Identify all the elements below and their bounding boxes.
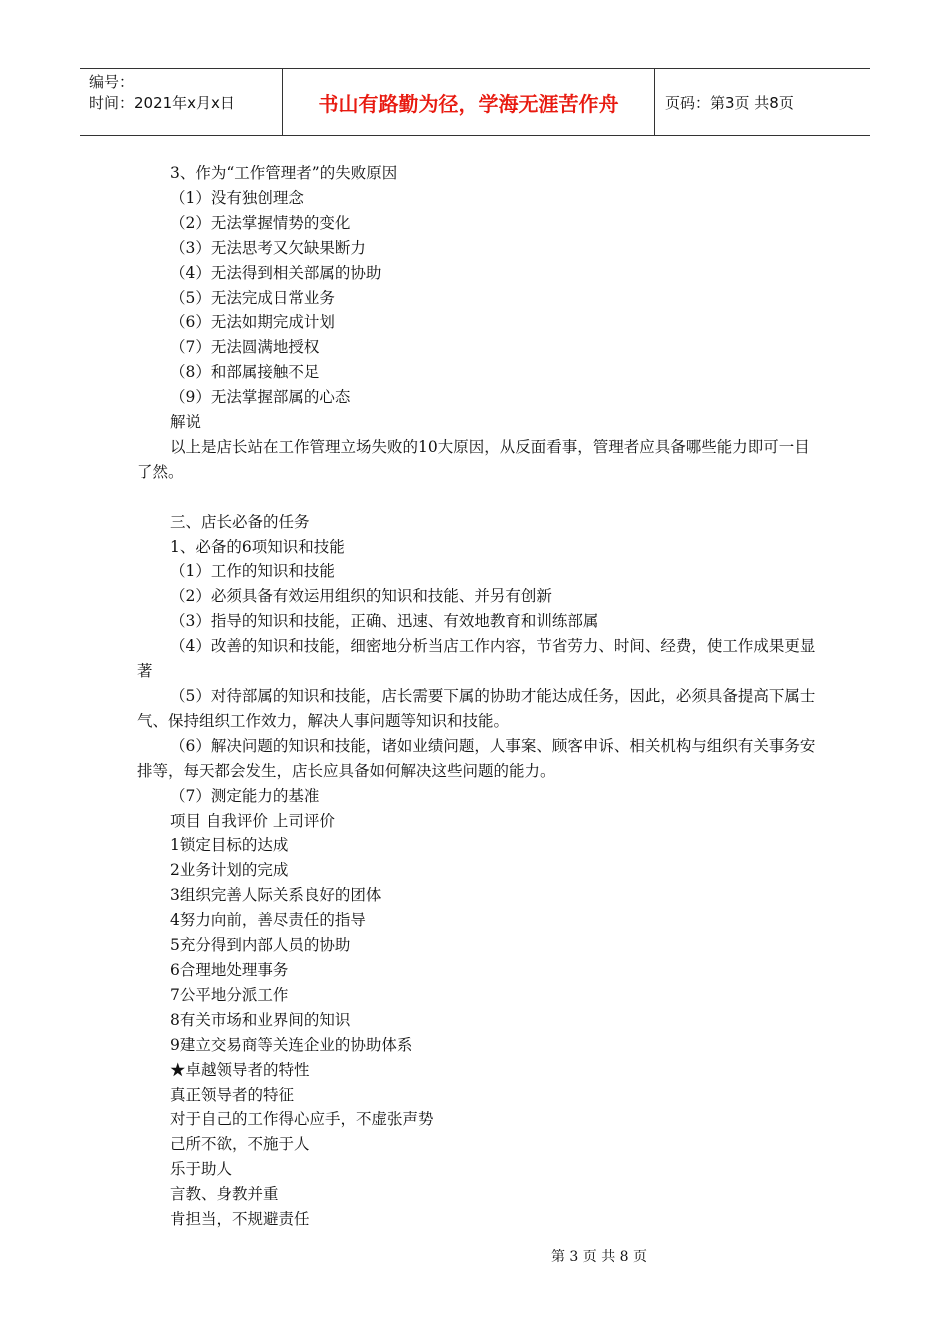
paragraph-line: （7）无法圆满地授权 [170,338,320,357]
paragraph-line: （1）工作的知识和技能 [170,562,335,581]
paragraph-line: 解说 [170,413,202,432]
paragraph-line: 9建立交易商等关连企业的协助体系 [170,1035,413,1054]
paragraph-line: （1）没有独创理念 [170,188,304,207]
paragraph-line: （2）无法掌握情势的变化 [170,213,351,232]
paragraph-line: 己所不欲，不施于人 [170,1135,310,1154]
header-page-label: 页码：第3页 共8页 [665,93,794,112]
page-footer [0,1246,950,1266]
paragraph-line: 2业务计划的完成 [170,861,289,880]
paragraph-line: 1、必备的6项知识和技能 [170,537,345,556]
paragraph-line: 7公平地分派工作 [170,985,289,1004]
paragraph-line: 乐于助人 [170,1160,233,1179]
document-body [137,161,817,1232]
paragraph-line: （7）测定能力的基准 [170,786,320,805]
paragraph-line: 3组织完善人际关系良好的团体 [170,886,382,905]
paragraph-line: ★卓越领导者的特性 [170,1060,310,1079]
paragraph-line: 8有关市场和业界间的知识 [170,1010,351,1029]
blank-line [137,485,817,510]
paragraph-line: 4努力向前，善尽责任的指导 [170,911,366,930]
paragraph-line: 言教、身教并重 [170,1185,279,1204]
paragraph-line: 5充分得到内部人员的协助 [170,936,351,955]
paragraph-line: 3、作为“工作管理者”的失败原因 [170,164,398,182]
paragraph-line: （9）无法掌握部属的心态 [170,388,351,407]
paragraph-line: （3）无法思考又欠缺果断力 [170,238,366,257]
paragraph-line: （2）必须具备有效运用组织的知识和技能、并另有创新 [170,587,552,606]
paragraph-line: （6）无法如期完成计划 [170,313,335,332]
paragraph-line: 项目 自我评价 上司评价 [170,811,335,830]
header-meta [80,69,283,135]
paragraph-line: 对于自己的工作得心应手，不虚张声势 [170,1110,434,1129]
paragraph-line: （3）指导的知识和技能，正确、迅速、有效地教育和训练部属 [170,612,599,631]
page-header [80,68,870,136]
paragraph-line: 1锁定目标的达成 [170,836,289,855]
paragraph-line: （4）改善的知识和技能，细密地分析当店工作内容，节省劳力、时间、经费，使工作成果更显著 [137,637,816,681]
footer-page-number: 第 3 页 共 8 页 [550,1249,648,1265]
paragraph-line: （5）对待部属的知识和技能，店长需要下属的协助才能达成任务，因此，必须具备提高下属士气、保持组织工作效力，解决人事问题等知识和技能。 [137,687,816,730]
paragraph-line: （4）无法得到相关部属的协助 [170,263,382,282]
paragraph-line: （6）解决问题的知识和技能，诸如业绩问题，人事案、顾客申诉、相关机构与组织有关事务安排等，每天都会发生，店长应具备如何解决这些问题的能力。 [137,736,816,780]
paragraph-line: 肯担当，不规避责任 [170,1210,310,1229]
code-label: 编号： [89,73,135,91]
paragraph-line: 以上是店长站在工作管理立场失败的10大原因，从反面看事，管理者应具备哪些能力即可一目了然。 [137,437,810,481]
paragraph-line: 三、店长必备的任务 [170,512,310,531]
paragraph-line: 6合理地处理事务 [170,960,289,979]
header-motto: 书山有路勤为径，学海无涯苦作舟 [283,69,655,135]
paragraph-line: （8）和部属接触不足 [170,363,320,382]
paragraph-line: （5）无法完成日常业务 [170,288,335,307]
time-label: 时间：2021年x月x日 [89,94,235,112]
paragraph-line: 真正领导者的特征 [170,1085,295,1104]
